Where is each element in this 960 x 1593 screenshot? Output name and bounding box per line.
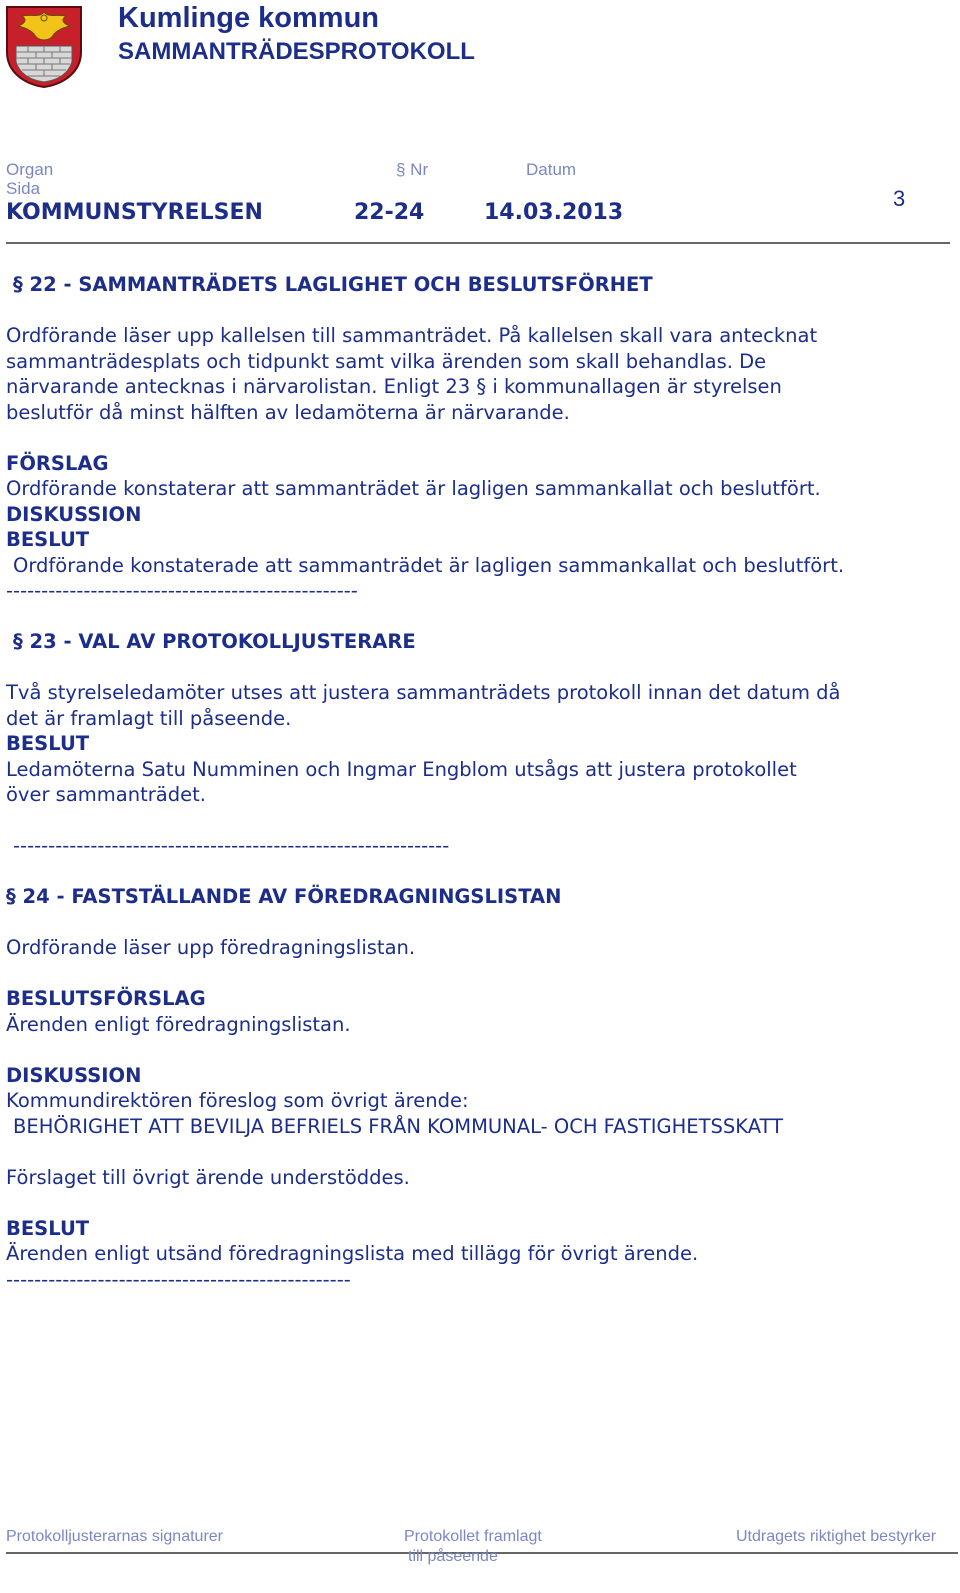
protocol-body bbox=[6, 272, 956, 1292]
forslag-text: Ordförande konstaterar att sammanträdet är lagligen sammankallat och beslutfört. bbox=[6, 477, 821, 500]
diskussion-text: Kommundirektören föreslog som övrigt ärende: bbox=[6, 1089, 469, 1112]
beslut-heading: BESLUT bbox=[6, 1216, 90, 1240]
section-22-heading: § 22 - SAMMANTRÄDETS LAGLIGHET OCH BESLUTSFÖRHET bbox=[13, 273, 653, 296]
beslutsforslag-text: Ärenden enligt föredragningslistan. bbox=[6, 1012, 351, 1036]
organ-value: KOMMUNSTYRELSEN bbox=[6, 200, 263, 225]
beslut-text: Ärenden enligt utsänd föredragningslista med tillägg för övrigt ärende. bbox=[6, 1242, 699, 1265]
section-23-paragraph: Två styrelseledamöter utses att justera sammanträdets protokoll innan det datum då bbox=[6, 681, 841, 704]
footer-posted: Protokollet framlagt bbox=[404, 1528, 542, 1545]
footer-certified: Utdragets riktighet bestyrker bbox=[736, 1528, 937, 1545]
section-separator: -------------------------------------------------------------- bbox=[13, 834, 450, 857]
footer-signatures: Protokolljusterarnas signaturer bbox=[6, 1528, 223, 1545]
beslut-text: över sammanträdet. bbox=[6, 783, 206, 806]
section-22-paragraph: Ordförande läser upp kallelsen till sammanträdet. På kallelsen skall vara antecknat bbox=[6, 324, 818, 347]
header-divider bbox=[6, 242, 950, 244]
beslut-text: Ordförande konstaterade att sammanträdet är lagligen sammankallat och beslutfört. bbox=[13, 553, 845, 577]
nr-value: 22-24 bbox=[354, 200, 425, 225]
beslut-heading: BESLUT bbox=[6, 732, 90, 755]
other-item: BEHÖRIGHET ATT BEVILJA BEFRIELS FRÅN KOMMUNAL- OCH FASTIGHETSSKATT bbox=[13, 1114, 784, 1138]
section-22-paragraph: sammanträdesplats och tidpunkt samt vilka ärenden som skall behandlas. De bbox=[6, 349, 767, 373]
page-number: 3 bbox=[893, 186, 906, 211]
organ-label: Organ bbox=[6, 160, 54, 179]
section-23-heading: § 23 - VAL AV PROTOKOLLJUSTERARE bbox=[13, 630, 416, 653]
footer-posted-line2: till påseende bbox=[408, 1548, 498, 1565]
document-type: SAMMANTRÄDESPROTOKOLL bbox=[118, 38, 475, 65]
datum-label: Datum bbox=[526, 160, 577, 179]
beslut-heading: BESLUT bbox=[6, 528, 90, 551]
diskussion-heading: DISKUSSION bbox=[6, 1063, 142, 1087]
section-23-paragraph: det är framlagt till påseende. bbox=[6, 706, 292, 730]
datum-value: 14.03.2013 bbox=[484, 200, 624, 225]
section-separator: -------------------------------------------------- bbox=[6, 579, 358, 602]
diskussion-heading: DISKUSSION bbox=[6, 502, 142, 526]
beslut-text: Ledamöterna Satu Numminen och Ingmar Engblom utsågs att justera protokollet bbox=[6, 757, 797, 781]
coat-of-arms-logo bbox=[4, 4, 84, 88]
beslutsforslag-heading: BESLUTSFÖRSLAG bbox=[6, 987, 206, 1010]
sida-label: Sida bbox=[6, 179, 41, 198]
forslag-heading: FÖRSLAG bbox=[6, 451, 109, 475]
section-22-paragraph: beslutför då minst hälften av ledamöterna är närvarande. bbox=[6, 400, 570, 424]
nr-label: § Nr bbox=[396, 160, 429, 179]
section-separator: ------------------------------------------------- bbox=[6, 1267, 351, 1291]
section-24-paragraph: Ordförande läser upp föredragningslistan. bbox=[6, 936, 416, 959]
supported-text: Förslaget till övrigt ärende understöddes. bbox=[6, 1165, 410, 1189]
municipality-name: Kumlinge kommun bbox=[118, 2, 380, 34]
section-22-paragraph: närvarande antecknas i närvarolistan. Enligt 23 § i kommunallagen är styrelsen bbox=[6, 375, 782, 398]
section-24-heading: § 24 - FASTSTÄLLANDE AV FÖREDRAGNINGSLISTAN bbox=[6, 885, 562, 908]
